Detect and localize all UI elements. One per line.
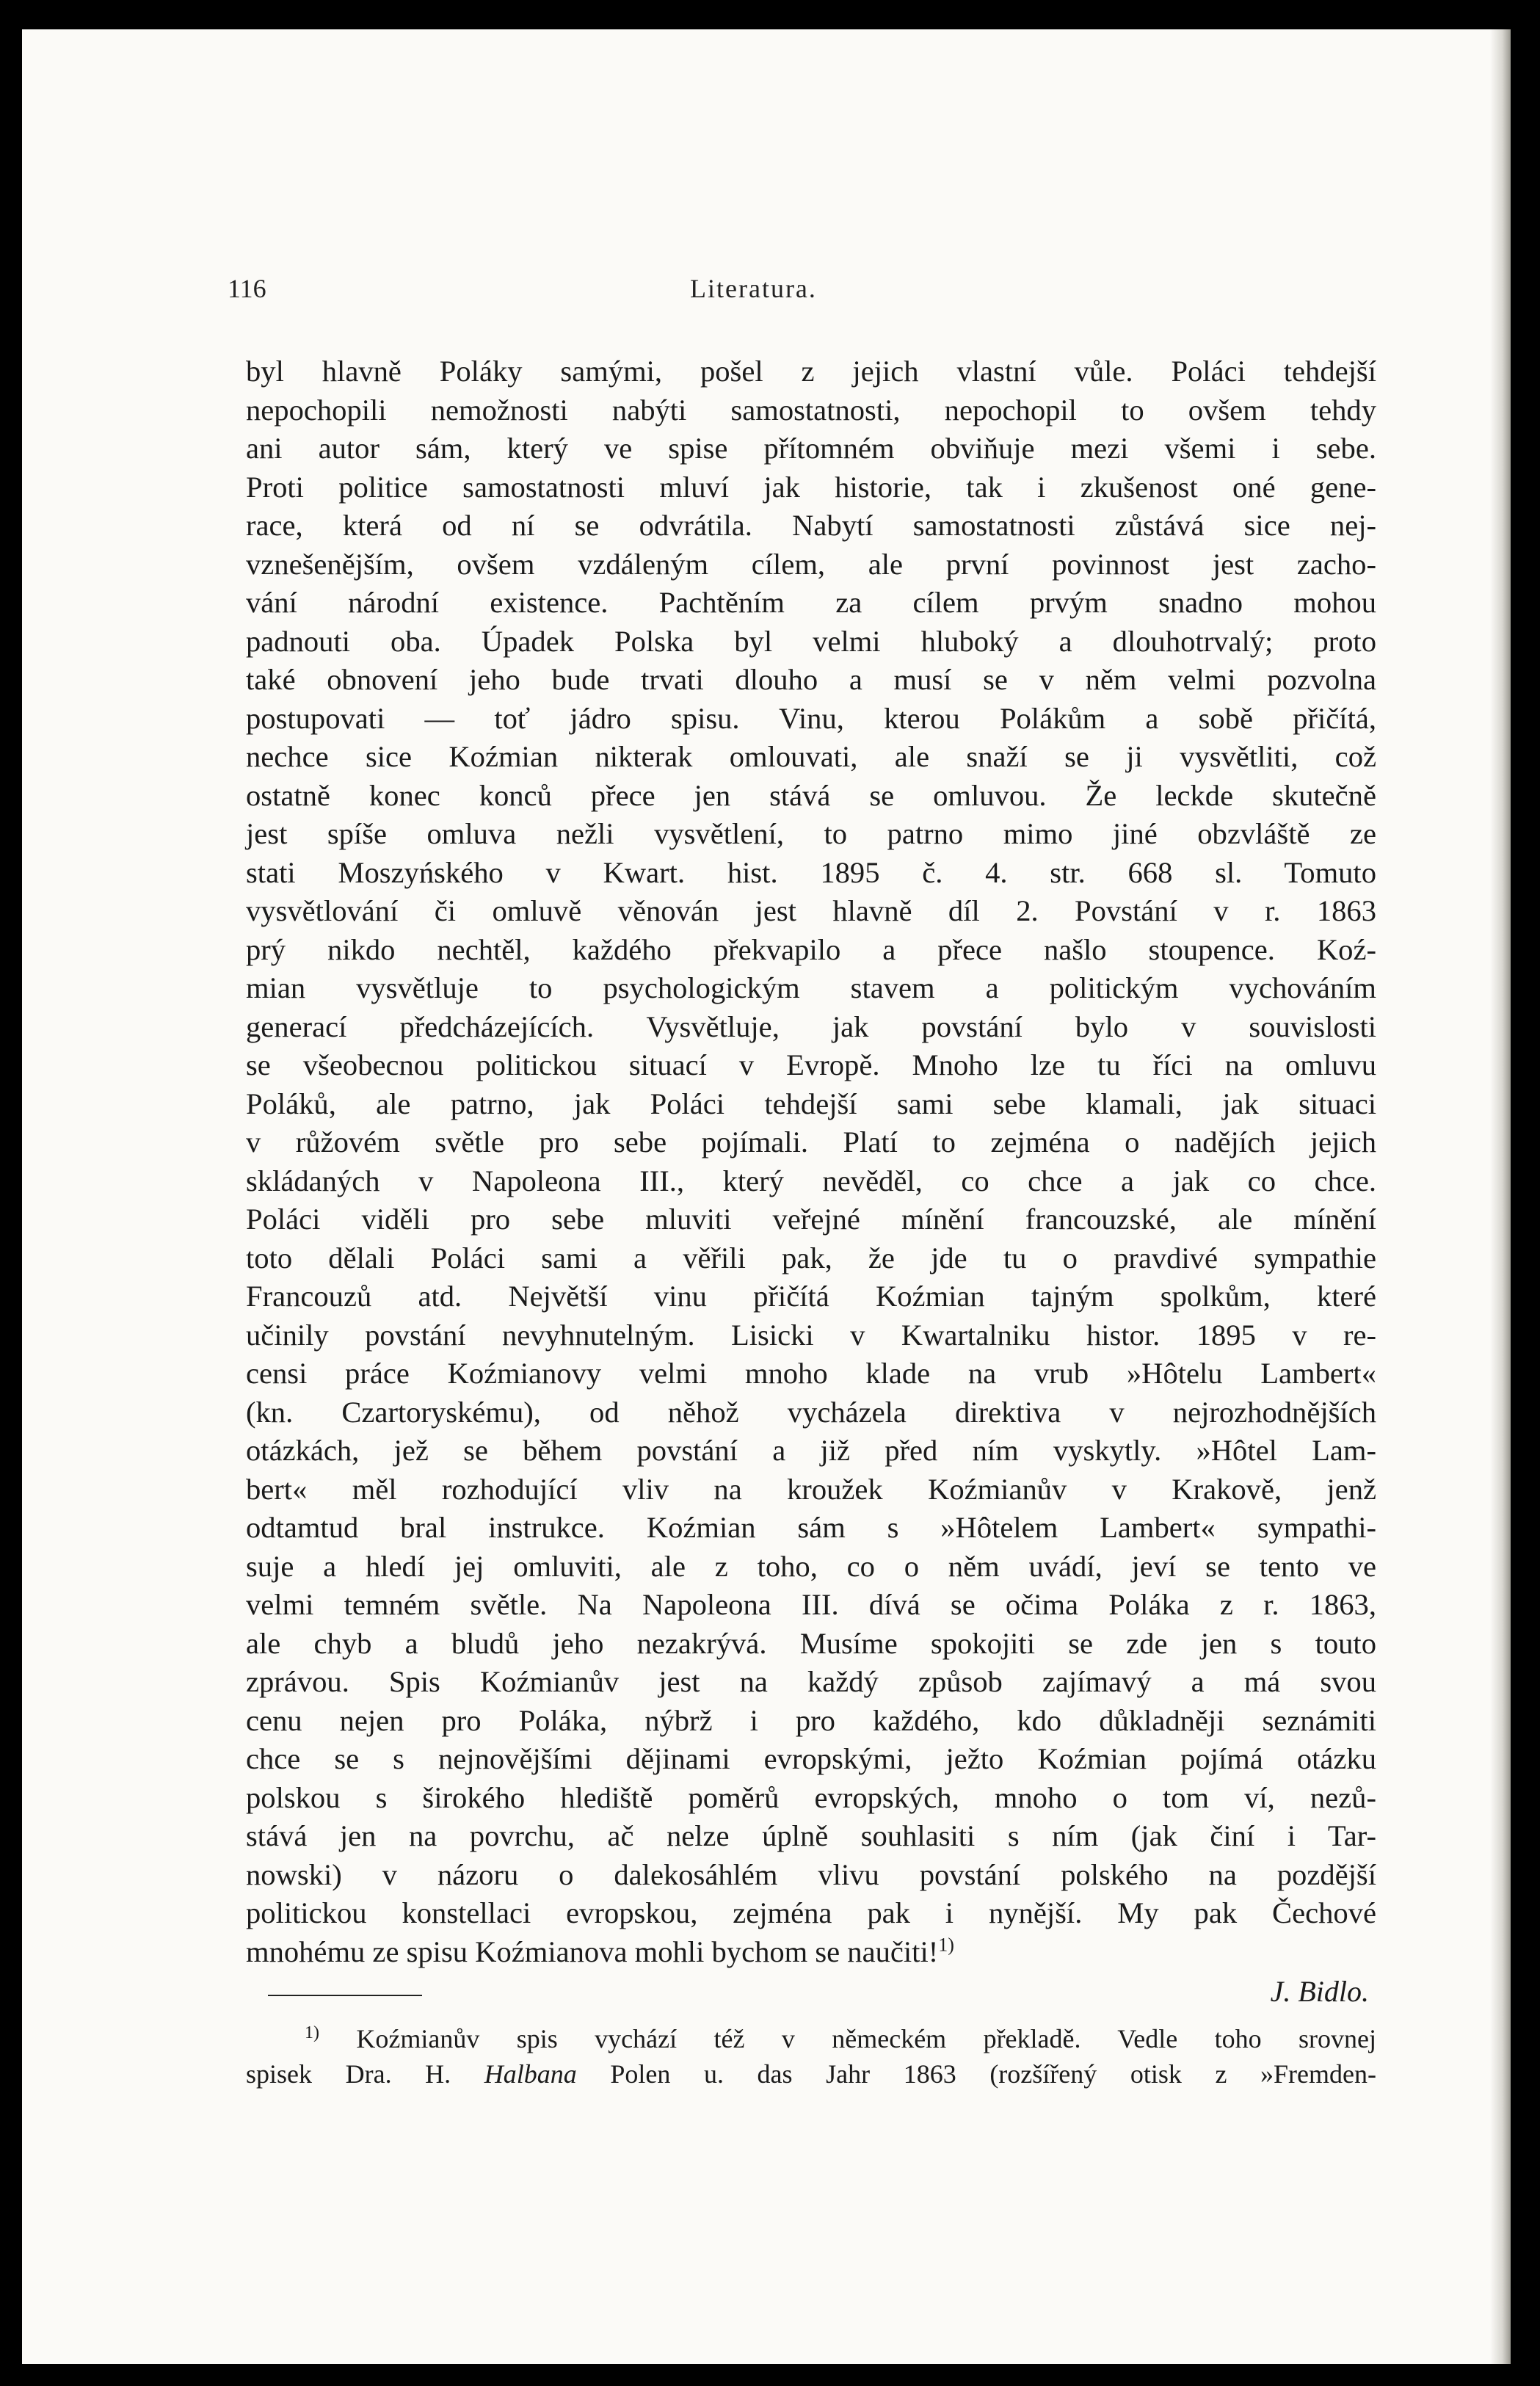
text-line: Francouzů atd. Největší vinu přičítá Koźmian tajným spolkům, které	[246, 1280, 1376, 1313]
text-line: suje a hledí jej omluviti, ale z toho, co o něm uvádí, jeví se tento ve	[246, 1549, 1376, 1583]
text-line: polskou s širokého hlediště poměrů evropských, mnoho o tom ví, nezů-	[246, 1780, 1376, 1814]
text-line: padnouti oba. Úpadek Polska byl velmi hluboký a dlouhotrvalý; proto	[246, 624, 1376, 658]
text-line: ale chyb a bludů jeho nezakrývá. Musíme spokojiti se zde jen s touto	[246, 1626, 1376, 1660]
footnote-text: Koźmianův spis vychází též v německém překladě. Vedle toho srovnej	[319, 2024, 1376, 2053]
text-line: bert« měl rozhodující vliv na kroužek Koźmianův v Krakově, jenž	[246, 1472, 1376, 1506]
text-line-final	[246, 1933, 1376, 1972]
page-header	[228, 273, 1380, 317]
text-line: byl hlavně Poláky samými, pošel z jejich vlastní vůle. Poláci tehdejší	[246, 355, 1376, 388]
author-signature: J. Bidlo.	[1270, 1975, 1369, 2008]
text-line: také obnovení jeho bude trvati dlouho a musí se v něm velmi pozvolna	[246, 663, 1376, 696]
text-line: Poláků, ale patrno, jak Poláci tehdejší sami sebe klamali, jak situaci	[246, 1087, 1376, 1120]
article-body	[246, 352, 1376, 2092]
text-line: Poláci viděli pro sebe mluviti veřejné mínění francouzské, ale mínění	[246, 1203, 1376, 1236]
text-line: se všeobecnou politickou situací v Evropě. Mnoho lze tu říci na omluvu	[246, 1048, 1376, 1081]
page-edge-shadow	[1490, 29, 1511, 2364]
text-line: chce se s nejnovějšími dějinami evropskými, ježto Koźmian pojímá otázku	[246, 1742, 1376, 1775]
text-line: ostatně konec konců přece jen stává se omluvou. Že leckde skutečně	[246, 778, 1376, 812]
text-line: nepochopili nemožnosti nabýti samostatnosti, nepochopil to ovšem tehdy	[246, 393, 1376, 427]
text-line: vysvětlování či omluvě věnován jest hlavně díl 2. Povstání v r. 1863	[246, 894, 1376, 927]
footnote-line	[246, 2056, 1376, 2092]
text-line: vznešenějším, ovšem vzdáleným cílem, ale první povinnost jest zacho-	[246, 547, 1376, 581]
text-line: skládaných v Napoleona III., který nevěděl, co chce a jak co chce.	[246, 1164, 1376, 1197]
footnote-author: Halbana	[484, 2059, 577, 2089]
footnote-text: spisek Dra. H.	[246, 2059, 484, 2089]
text-line: generací předcházejících. Vysvětluje, jak povstání bylo v souvislosti	[246, 1009, 1376, 1043]
footnote-marker: 1)	[305, 2023, 319, 2042]
footnote-rule	[268, 1995, 422, 1996]
text-line: cenu nejen pro Poláka, nýbrž i pro každého, kdo důkladněji seznámiti	[246, 1703, 1376, 1737]
text-line: postupovati — toť jádro spisu. Vinu, kterou Polákům a sobě přičítá,	[246, 701, 1376, 735]
final-line-text: mnohému ze spisu Koźmianova mohli bychom se naučiti!	[246, 1934, 939, 1968]
text-line: velmi temném světle. Na Napoleona III. dívá se očima Poláka z r. 1863,	[246, 1588, 1376, 1621]
text-line: zprávou. Spis Koźmianův jest na každý způsob zajímavý a má svou	[246, 1665, 1376, 1698]
running-title: Literatura.	[690, 274, 817, 303]
text-line: (kn. Czartoryskému), od něhož vycházela direktiva v nejrozhodnějších	[246, 1395, 1376, 1429]
text-line: nechce sice Koźmian nikterak omlouvati, ale snaží se ji vysvětliti, což	[246, 740, 1376, 773]
text-line: vání národní existence. Pachtěním za cílem prvým snadno mohou	[246, 586, 1376, 619]
text-line: stává jen na povrchu, ač nelze úplně souhlasiti s ním (jak činí i Tar-	[246, 1819, 1376, 1852]
text-line: politickou konstellaci evropskou, zejména pak i nynější. My pak Čechové	[246, 1896, 1376, 1929]
text-line: prý nikdo nechtěl, každého překvapilo a přece našlo stoupence. Koź-	[246, 932, 1376, 966]
signature-row	[246, 1973, 1376, 2011]
text-line: censi práce Koźmianovy velmi mnoho klade na vrub »Hôtelu Lambert«	[246, 1357, 1376, 1390]
text-line: nowski) v názoru o dalekosáhlém vlivu povstání polského na pozdější	[246, 1857, 1376, 1891]
text-line: Proti politice samostatnosti mluví jak historie, tak i zkušenost oné gene-	[246, 470, 1376, 504]
page-number: 116	[228, 274, 266, 303]
text-line: race, která od ní se odvrátila. Nabytí samostatnosti zůstává sice nej-	[246, 509, 1376, 542]
text-line: odtamtud bral instrukce. Koźmian sám s »Hôtelem Lambert« sympathi-	[246, 1511, 1376, 1544]
text-line: stati Moszyńského v Kwart. hist. 1895 č. 4. str. 668 sl. Tomuto	[246, 855, 1376, 889]
text-line: jest spíše omluva nežli vysvětlení, to patrno mimo jiné obzvláště ze	[246, 817, 1376, 850]
text-line: učinily povstání nevyhnutelným. Lisicki v Kwartalniku histor. 1895 v re-	[246, 1318, 1376, 1352]
text-line: toto dělali Poláci sami a věřili pak, že jde tu o pravdivé sympathie	[246, 1241, 1376, 1274]
footnote	[246, 2021, 1376, 2092]
text-line: v růžovém světle pro sebe pojímali. Platí to zejména o nadějích jejich	[246, 1125, 1376, 1158]
footnote-text: Polen u. das Jahr 1863 (rozšířený otisk z »Fremden-	[576, 2059, 1376, 2089]
text-line: ani autor sám, který ve spise přítomném obviňuje mezi všemi i sebe.	[246, 432, 1376, 465]
footnote-reference[interactable]: 1)	[938, 1933, 954, 1955]
text-line: mian vysvětluje to psychologickým stavem a politickým vychováním	[246, 971, 1376, 1004]
text-line: otázkách, jež se během povstání a již před ním vyskytly. »Hôtel Lam-	[246, 1434, 1376, 1467]
footnote-line	[246, 2021, 1376, 2056]
